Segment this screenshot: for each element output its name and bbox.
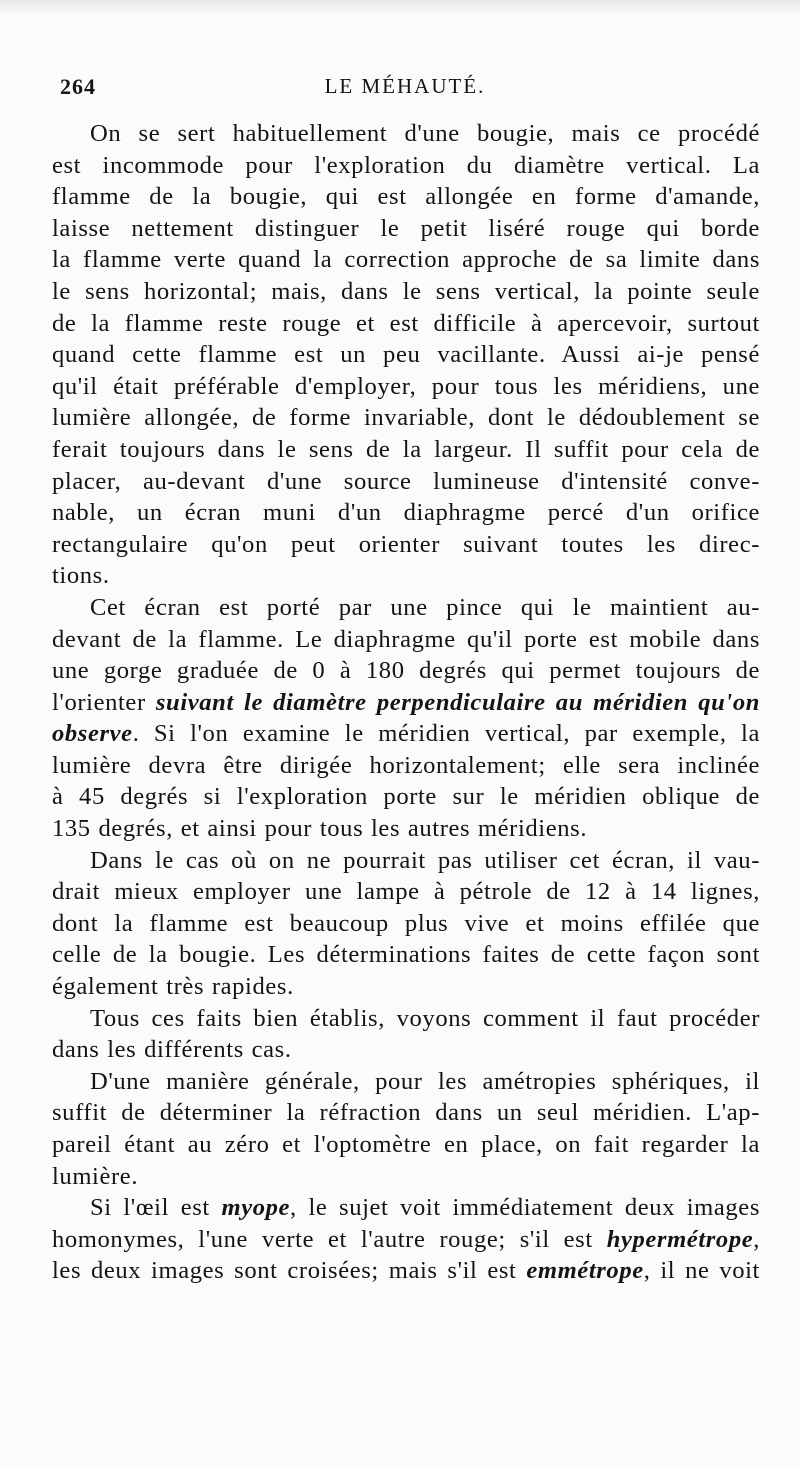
italic-run: observe [52, 720, 133, 748]
text-run: , il ne voit [643, 1257, 760, 1285]
text-line: Cet écran est porté par une pince qui le maintient au- [90, 593, 760, 621]
italic-run: hypermétrope [606, 1225, 754, 1253]
text-line: nable, un écran muni d'un diaphragme percé d'un orifice [52, 499, 760, 527]
text-line: lumière devra être dirigée horizontalement; elle sera inclinée [52, 751, 760, 779]
text-line: à 45 degrés si l'exploration porte sur le méridien oblique de [52, 783, 760, 811]
text-line: Tous ces faits bien établis, voyons comment il faut procéder [90, 1004, 760, 1032]
text-line: ferait toujours dans le sens de la largeur. Il suffit pour cela de [52, 435, 760, 463]
paragraph [52, 1192, 760, 1287]
text-line: devant de la flamme. Le diaphragme qu'il porte est mobile dans [52, 625, 760, 653]
italic-run: myope [221, 1194, 291, 1222]
text-line [52, 1255, 760, 1287]
text-line [52, 1224, 760, 1256]
text-line: suffit de déterminer la réfraction dans un seul méridien. L'ap- [52, 1099, 760, 1127]
text-run: homonymes, l'une verte et l'autre rouge; s'il est [52, 1225, 607, 1253]
text-line [52, 1192, 760, 1224]
text-line: lumière allongée, de forme invariable, dont le dédoublement se [52, 404, 760, 432]
text-run: , le sujet voit immédiatement deux images [290, 1194, 760, 1222]
paragraph [52, 1003, 760, 1066]
text-run: Si l'œil est [90, 1194, 222, 1222]
body-text [52, 118, 760, 1287]
text-line: celle de la bougie. Les déterminations faites de cette façon sont [52, 941, 760, 969]
text-line: dont la flamme est beaucoup plus vive et moins effilée que [52, 909, 760, 937]
text-line [52, 687, 760, 719]
text-line: qu'il était préférable d'employer, pour tous les méridiens, une [52, 372, 760, 400]
text-line: drait mieux employer une lampe à pétrole de 12 à 14 lignes, [52, 878, 760, 906]
paragraph [52, 592, 760, 845]
text-line: flamme de la bougie, qui est allongée en forme d'amande, [52, 183, 760, 211]
text-line: pareil étant au zéro et l'optomètre en place, on fait regarder la [52, 1131, 760, 1158]
text-line: le sens horizontal; mais, dans le sens vertical, la pointe seule [52, 277, 760, 305]
paragraph [52, 1066, 760, 1192]
text-line: quand cette flamme est un peu vacillante. Aussi ai-je pensé [52, 341, 760, 369]
scan-edge [0, 0, 800, 14]
text-run: , [753, 1225, 760, 1253]
text-line: tions. [52, 562, 110, 590]
page-number: 264 [60, 74, 96, 99]
text-line: de la flamme reste rouge et est difficile à apercevoir, surtout [52, 309, 760, 337]
text-line: est incommode pour l'exploration du diamètre vertical. La [52, 151, 760, 179]
text-line: dans les différents cas. [52, 1036, 292, 1064]
page-header [60, 74, 750, 106]
text-line [52, 718, 760, 750]
text-line: lumière. [52, 1162, 139, 1190]
paragraph [52, 845, 760, 1003]
italic-run: suivant le diamètre perpendiculaire au méridien qu'on [155, 688, 760, 716]
text-line: D'une manière générale, pour les amétropies sphériques, il [90, 1067, 760, 1095]
text-line: la flamme verte quand la correction approche de sa limite dans [52, 246, 760, 274]
text-line: On se sert habituellement d'une bougie, mais ce procédé [90, 120, 760, 147]
text-line: 135 degrés, et ainsi pour tous les autres méridiens. [52, 815, 588, 843]
italic-run: emmétrope [526, 1257, 644, 1285]
running-head: LE MÉHAUTÉ. [324, 74, 486, 98]
paragraph [52, 118, 760, 592]
text-line: une gorge graduée de 0 à 180 degrés qui permet toujours de [52, 657, 760, 685]
text-run: les deux images sont croisées; mais s'il est [52, 1257, 527, 1285]
text-line: rectangulaire qu'on peut orienter suivant toutes les direc- [52, 530, 760, 558]
text-line: laisse nettement distinguer le petit liséré rouge qui borde [52, 214, 760, 242]
text-line: placer, au-devant d'une source lumineuse d'intensité conve- [52, 467, 760, 495]
text-line: Dans le cas où on ne pourrait pas utiliser cet écran, il vau- [90, 846, 760, 874]
text-run: . Si l'on examine le méridien vertical, par exemple, la [132, 720, 760, 748]
text-line: également très rapides. [52, 973, 294, 1001]
text-run: l'orienter [52, 688, 156, 716]
